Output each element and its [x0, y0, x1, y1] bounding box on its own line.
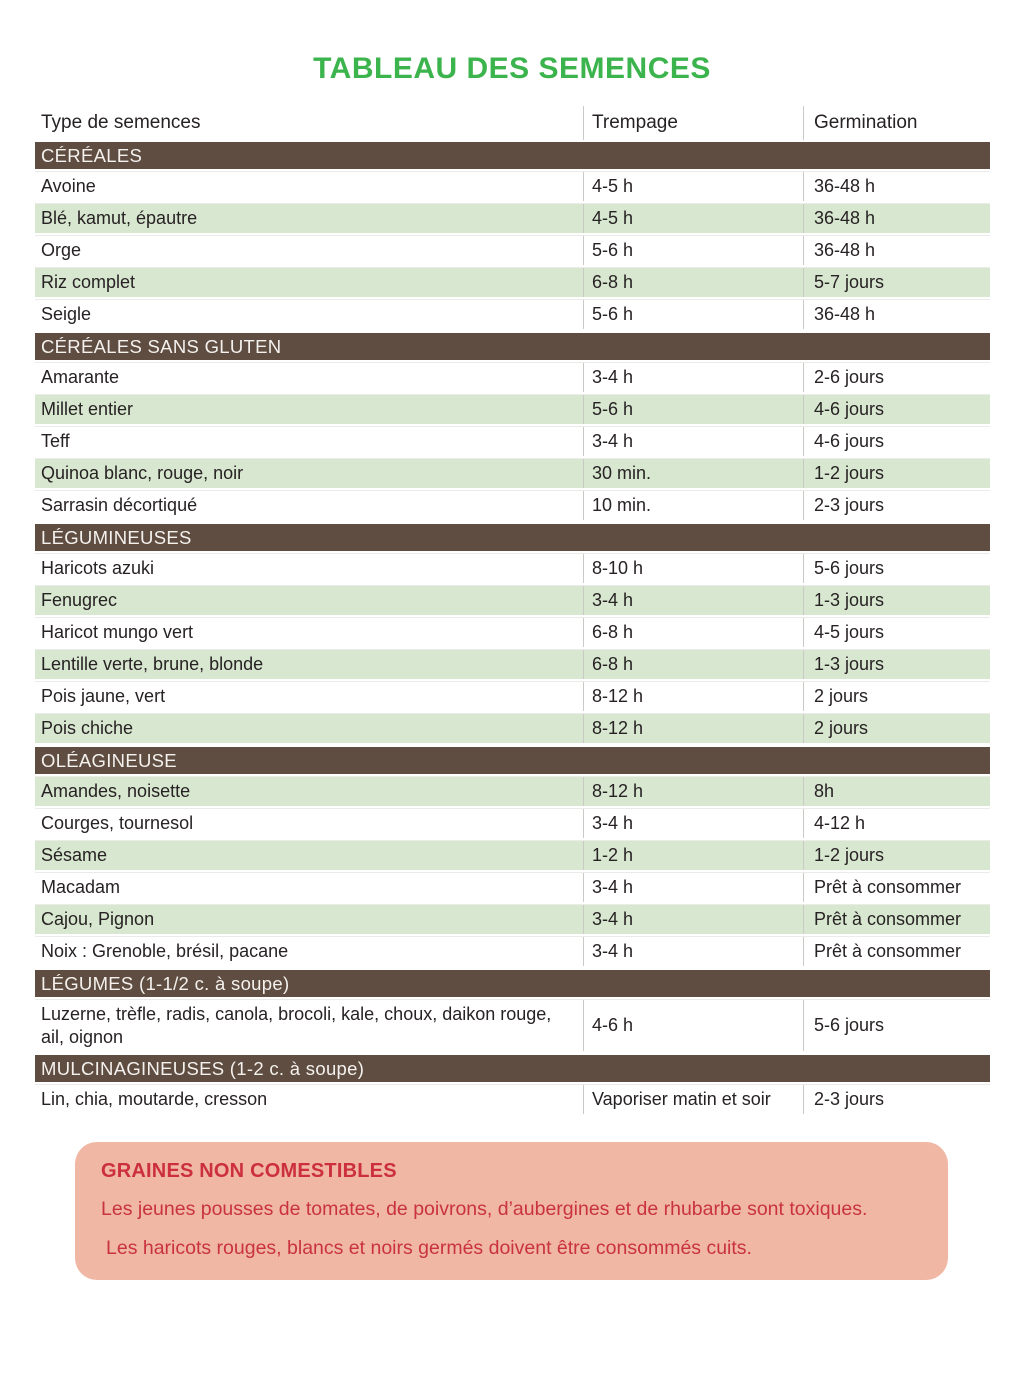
- table-row: [35, 553, 990, 585]
- row-name: [35, 682, 583, 711]
- row-germination: [803, 204, 990, 233]
- row-name-text: Fenugrec: [41, 590, 118, 611]
- row-trempage-text: 30 min.: [592, 463, 652, 484]
- row-trempage: [583, 236, 803, 265]
- row-name-text: Orge: [41, 240, 82, 261]
- row-germination: [803, 300, 990, 329]
- header-col-trempage-label: Trempage: [592, 112, 678, 133]
- row-name: [35, 172, 583, 201]
- row-germination-text: 1-3 jours: [814, 590, 885, 611]
- row-trempage-text: 8-12 h: [592, 718, 644, 739]
- row-name-text: Luzerne, trèfle, radis, canola, brocoli, kale, choux, daikon rouge, ail, oignon: [41, 1004, 552, 1047]
- row-name-text: Lin, chia, moutarde, cresson: [41, 1089, 268, 1110]
- header-col-trempage: [583, 106, 803, 140]
- row-name-text: Amarante: [41, 367, 120, 388]
- row-trempage-text: 8-10 h: [592, 558, 644, 579]
- row-germination: [803, 714, 990, 743]
- row-name-text: Haricots azuki: [41, 558, 155, 579]
- row-name: [35, 809, 583, 838]
- row-germination: [803, 1085, 990, 1114]
- section-bar: [35, 1055, 990, 1082]
- row-germination: [803, 554, 990, 583]
- row-trempage-text: 10 min.: [592, 495, 652, 516]
- row-name: [35, 491, 583, 520]
- row-germination-text: 2 jours: [814, 718, 869, 739]
- table-row: [35, 458, 990, 490]
- table-row: [35, 713, 990, 745]
- row-trempage: [583, 300, 803, 329]
- row-trempage: [583, 1085, 803, 1114]
- row-germination-text: 2-3 jours: [814, 1089, 885, 1110]
- table-row: [35, 840, 990, 872]
- row-name: [35, 714, 583, 743]
- row-name: [35, 363, 583, 392]
- row-germination: [803, 809, 990, 838]
- row-trempage-text: 6-8 h: [592, 622, 634, 643]
- row-trempage: [583, 1000, 803, 1051]
- row-name: [35, 395, 583, 424]
- row-name: [35, 204, 583, 233]
- row-name-text: Noix : Grenoble, brésil, pacane: [41, 941, 289, 962]
- row-name-text: Quinoa blanc, rouge, noir: [41, 463, 244, 484]
- section-bar: [35, 524, 990, 551]
- row-trempage-text: 8-12 h: [592, 781, 644, 802]
- table-row: [35, 872, 990, 904]
- table-row: [35, 394, 990, 426]
- row-germination: [803, 905, 990, 934]
- table-row: [35, 299, 990, 331]
- row-germination: [803, 395, 990, 424]
- row-germination-text: Prêt à consommer: [814, 941, 962, 962]
- row-germination-text: 2-6 jours: [814, 367, 885, 388]
- row-germination: [803, 459, 990, 488]
- table-row: [35, 362, 990, 394]
- row-trempage-text: 4-5 h: [592, 208, 634, 229]
- row-trempage: [583, 427, 803, 456]
- row-trempage: [583, 395, 803, 424]
- row-trempage: [583, 714, 803, 743]
- row-trempage: [583, 204, 803, 233]
- table-row: [35, 203, 990, 235]
- section-bar: [35, 970, 990, 997]
- row-trempage: [583, 841, 803, 870]
- row-name: [35, 459, 583, 488]
- row-trempage-text: 5-6 h: [592, 240, 634, 261]
- row-germination: [803, 873, 990, 902]
- row-trempage-text: 3-4 h: [592, 909, 634, 930]
- row-germination-text: 1-2 jours: [814, 463, 885, 484]
- header-col-type: [35, 106, 583, 140]
- row-germination-text: 5-7 jours: [814, 272, 885, 293]
- row-trempage-text: 3-4 h: [592, 813, 634, 834]
- row-name: [35, 873, 583, 902]
- row-germination-text: 36-48 h: [814, 304, 876, 325]
- row-germination: [803, 682, 990, 711]
- row-germination: [803, 491, 990, 520]
- row-name: [35, 905, 583, 934]
- section-bar: [35, 333, 990, 360]
- row-name-text: Pois jaune, vert: [41, 686, 166, 707]
- row-germination-text: 4-12 h: [814, 813, 866, 834]
- row-germination: [803, 777, 990, 806]
- table-row: [35, 617, 990, 649]
- seed-table-body: [35, 142, 990, 1116]
- row-name: [35, 300, 583, 329]
- row-name-text: Pois chiche: [41, 718, 134, 739]
- row-germination: [803, 937, 990, 966]
- row-name-text: Riz complet: [41, 272, 136, 293]
- section-label: LÉGUMES (1-1/2 c. à soupe): [41, 972, 290, 994]
- row-name-text: Blé, kamut, épautre: [41, 208, 198, 229]
- table-row: [35, 426, 990, 458]
- row-germination: [803, 618, 990, 647]
- section-bar: [35, 142, 990, 169]
- row-trempage-text: 4-6 h: [592, 1015, 634, 1036]
- row-trempage: [583, 172, 803, 201]
- row-trempage: [583, 682, 803, 711]
- row-name-text: Lentille verte, brune, blonde: [41, 654, 264, 675]
- table-row: [35, 1084, 990, 1116]
- row-name-text: Haricot mungo vert: [41, 622, 194, 643]
- row-name-text: Amandes, noisette: [41, 781, 191, 802]
- row-name: [35, 618, 583, 647]
- page-title: TABLEAU DES SEMENCES: [313, 52, 711, 85]
- row-trempage: [583, 905, 803, 934]
- row-name-text: Millet entier: [41, 399, 134, 420]
- table-row: [35, 585, 990, 617]
- row-trempage-text: 4-5 h: [592, 176, 634, 197]
- row-germination-text: 1-2 jours: [814, 845, 885, 866]
- row-trempage: [583, 937, 803, 966]
- row-trempage-text: 6-8 h: [592, 272, 634, 293]
- row-trempage: [583, 586, 803, 615]
- row-germination-text: 5-6 jours: [814, 1015, 885, 1036]
- row-name-text: Teff: [41, 431, 70, 452]
- row-trempage-text: 8-12 h: [592, 686, 644, 707]
- row-trempage-text: 3-4 h: [592, 590, 634, 611]
- row-name: [35, 586, 583, 615]
- section-label: LÉGUMINEUSES: [41, 526, 192, 548]
- row-germination-text: Prêt à consommer: [814, 909, 962, 930]
- seed-table: [35, 106, 990, 1116]
- row-trempage: [583, 363, 803, 392]
- row-name: [35, 236, 583, 265]
- row-trempage: [583, 809, 803, 838]
- table-row: [35, 904, 990, 936]
- row-germination: [803, 236, 990, 265]
- warning-line-2: Les haricots rouges, blancs et noirs germés doivent être consommés cuits.: [106, 1237, 752, 1259]
- table-row: [35, 681, 990, 713]
- table-row: [35, 490, 990, 522]
- row-trempage: [583, 777, 803, 806]
- row-germination-text: 36-48 h: [814, 176, 876, 197]
- row-germination-text: 36-48 h: [814, 240, 876, 261]
- header-col-germination: [803, 106, 990, 140]
- row-name: [35, 427, 583, 456]
- row-germination-text: 2-3 jours: [814, 495, 885, 516]
- section-label: OLÉAGINEUSE: [41, 749, 177, 771]
- table-row: [35, 808, 990, 840]
- table-row: [35, 649, 990, 681]
- section-label: CÉRÉALES SANS GLUTEN: [41, 335, 282, 357]
- row-germination: [803, 650, 990, 679]
- row-trempage: [583, 618, 803, 647]
- warning-box: [75, 1142, 948, 1280]
- row-trempage-text: 3-4 h: [592, 941, 634, 962]
- row-trempage-text: 6-8 h: [592, 654, 634, 675]
- row-trempage-text: 3-4 h: [592, 877, 634, 898]
- warning-title: GRAINES NON COMESTIBLES: [101, 1160, 397, 1182]
- row-trempage-text: 3-4 h: [592, 431, 634, 452]
- table-row: [35, 267, 990, 299]
- table-header: [35, 106, 990, 140]
- table-row: [35, 776, 990, 808]
- row-name: [35, 554, 583, 583]
- row-name-text: Sarrasin décortiqué: [41, 495, 198, 516]
- row-germination-text: 4-6 jours: [814, 399, 885, 420]
- row-name: [35, 841, 583, 870]
- row-name-text: Avoine: [41, 176, 96, 197]
- row-name: [35, 1085, 583, 1114]
- row-trempage-text: 5-6 h: [592, 304, 634, 325]
- row-trempage-text: Vaporiser matin et soir: [592, 1089, 771, 1110]
- row-trempage: [583, 491, 803, 520]
- page: [0, 52, 1024, 1280]
- row-name: [35, 268, 583, 297]
- row-germination-text: 8h: [814, 781, 835, 802]
- row-trempage-text: 1-2 h: [592, 845, 634, 866]
- row-name: [35, 650, 583, 679]
- row-name: [35, 777, 583, 806]
- row-germination: [803, 586, 990, 615]
- row-germination: [803, 172, 990, 201]
- section-label: CÉRÉALES: [41, 144, 143, 166]
- section-bar: [35, 747, 990, 774]
- table-row: [35, 171, 990, 203]
- header-col-type-label: Type de semences: [41, 112, 201, 133]
- table-row: [35, 235, 990, 267]
- row-germination-text: Prêt à consommer: [814, 877, 962, 898]
- header-col-germination-label: Germination: [814, 112, 918, 133]
- row-trempage-text: 3-4 h: [592, 367, 634, 388]
- row-name: [35, 1000, 583, 1051]
- row-trempage: [583, 650, 803, 679]
- row-name-text: Courges, tournesol: [41, 813, 194, 834]
- row-trempage: [583, 459, 803, 488]
- row-germination: [803, 841, 990, 870]
- row-name: [35, 937, 583, 966]
- table-row: [35, 936, 990, 968]
- row-germination: [803, 268, 990, 297]
- row-germination-text: 4-5 jours: [814, 622, 885, 643]
- row-name-text: Cajou, Pignon: [41, 909, 155, 930]
- row-germination-text: 2 jours: [814, 686, 869, 707]
- row-germination: [803, 1000, 990, 1051]
- row-name-text: Macadam: [41, 877, 121, 898]
- row-name-text: Seigle: [41, 304, 92, 325]
- row-trempage-text: 5-6 h: [592, 399, 634, 420]
- row-trempage: [583, 873, 803, 902]
- warning-line-1: Les jeunes pousses de tomates, de poivrons, d’aubergines et de rhubarbe sont toxiques.: [101, 1198, 868, 1220]
- section-label: MULCINAGINEUSES (1-2 c. à soupe): [41, 1057, 365, 1079]
- row-germination-text: 36-48 h: [814, 208, 876, 229]
- row-name-text: Sésame: [41, 845, 108, 866]
- row-germination-text: 5-6 jours: [814, 558, 885, 579]
- row-germination: [803, 363, 990, 392]
- row-germination-text: 4-6 jours: [814, 431, 885, 452]
- table-row: [35, 999, 990, 1053]
- row-germination: [803, 427, 990, 456]
- row-trempage: [583, 268, 803, 297]
- row-germination-text: 1-3 jours: [814, 654, 885, 675]
- row-trempage: [583, 554, 803, 583]
